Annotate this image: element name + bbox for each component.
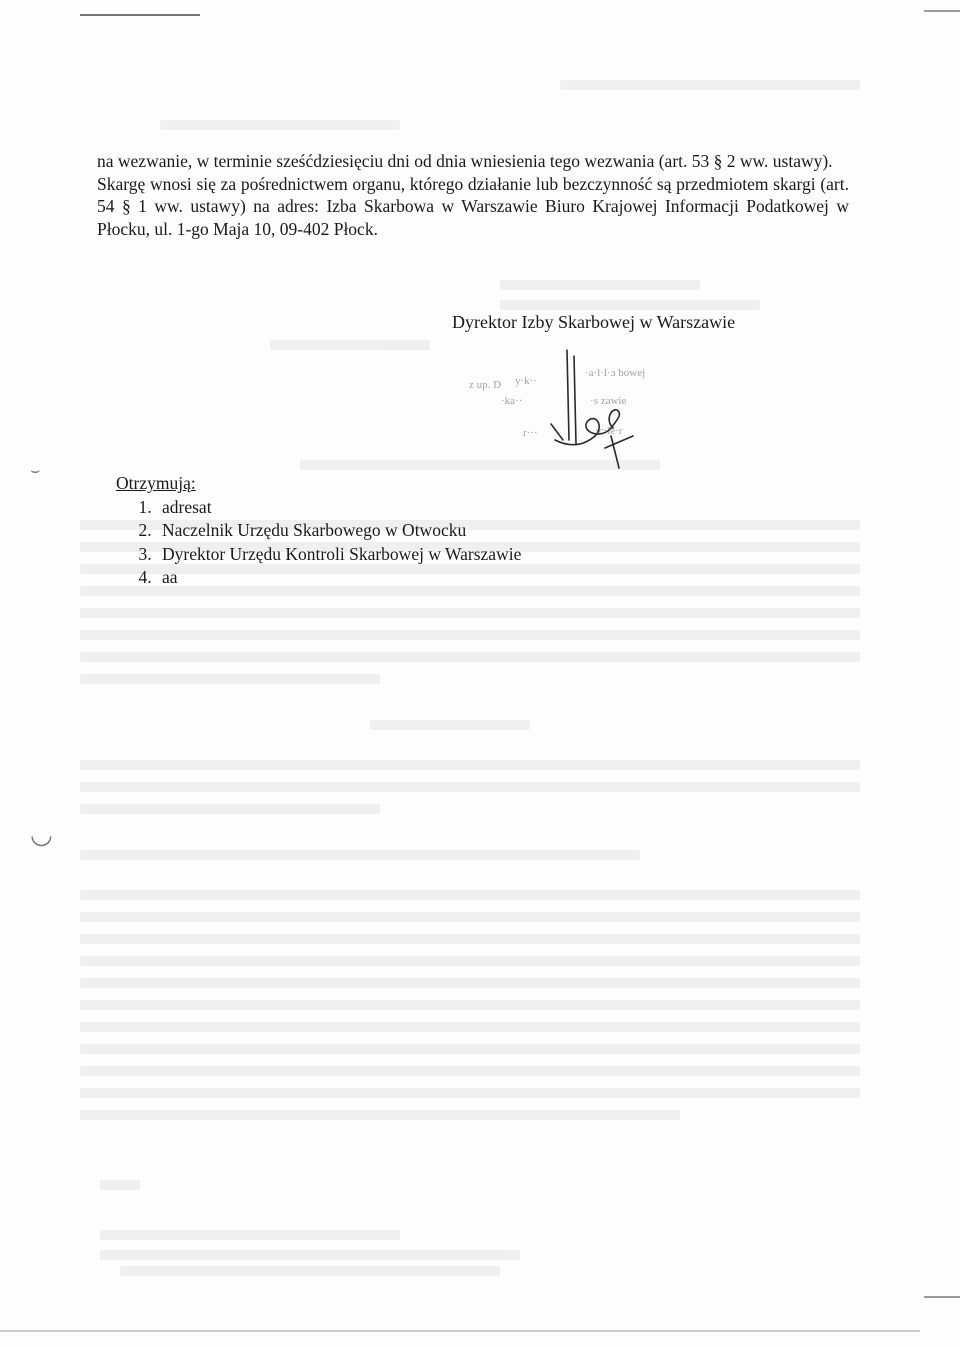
recipient-item: 2. Naczelnik Urzędu Skarbowego w Otwocku (156, 519, 521, 543)
recipients-heading: Otrzymują: (116, 473, 196, 493)
recipients-list (116, 496, 521, 590)
punch-hole-mark: ◡ (30, 820, 53, 850)
scan-edge-top (80, 14, 200, 16)
recipient-item: 3. Dyrektor Urzędu Kontroli Skarbowej w Warszawie (156, 543, 521, 567)
signature-graphic (455, 340, 705, 480)
svg-text:·c·le·r: ·c·le·r (595, 425, 623, 437)
punch-hole-mark: ⌣ (30, 460, 41, 479)
svg-text:·ka··: ·ka·· (501, 395, 523, 407)
signer-title: Dyrektor Izby Skarbowej w Warszawie (452, 312, 736, 332)
svg-text:z up. D: z up. D (469, 379, 502, 391)
recipient-item: 4. aa (156, 566, 521, 590)
recipient-item: 1. adresat (156, 496, 521, 520)
scan-edge-right-bottom (924, 1296, 960, 1298)
letter-body (97, 150, 849, 240)
scan-edge-bottom (0, 1330, 920, 1332)
signature-stamp (455, 340, 705, 480)
letter-paragraph: na wezwanie, w terminie sześćdziesięciu dni od dnia wniesienia tego wezwania (art. 53 § 2 ww. ustawy). (97, 151, 833, 171)
show-through-background (40, 60, 920, 1300)
svg-text:r···: r··· (523, 427, 538, 439)
recipients-block (116, 472, 521, 590)
svg-text:y·k··: y·k·· (515, 375, 537, 387)
svg-text:·a·l·l·ɔ bowej: ·a·l·l·ɔ bowej (585, 367, 646, 379)
scan-edge-right-top (924, 10, 960, 12)
svg-text:·s zawie: ·s zawie (590, 395, 627, 407)
letter-paragraph: Skargę wnosi się za pośrednictwem organu, którego działanie lub bezczynność są przedmiotem skargi (art. 54 § 1 ww. ustawy) na adres: Izba Skarbowa w Warszawie Biuro Krajowej Informacji Podatkowej w Płocku, ul. 1-go Maja 10, 09-402 Płock. (97, 173, 849, 239)
